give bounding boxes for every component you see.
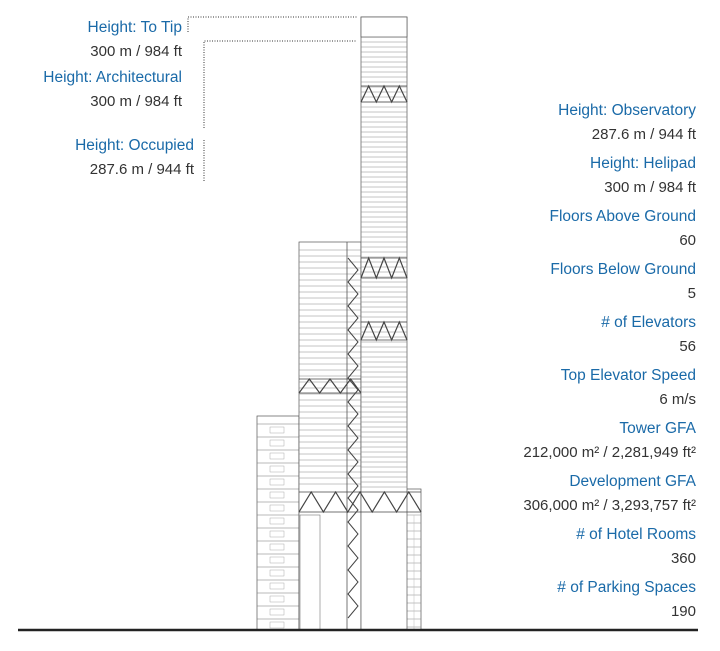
stat-label: Tower GFA <box>619 420 696 437</box>
stat-label: Floors Above Ground <box>549 208 696 225</box>
stat-label: Height: Helipad <box>590 155 696 172</box>
stat-value: 287.6 m / 944 ft <box>591 126 696 143</box>
guide-architectural <box>204 41 357 128</box>
building <box>257 17 421 630</box>
stat-label: # of Elevators <box>601 314 696 331</box>
stat-label: Top Elevator Speed <box>560 367 696 384</box>
stat-label: # of Hotel Rooms <box>576 526 696 543</box>
stat-label: Floors Below Ground <box>550 261 696 278</box>
stat-value: 212,000 m² / 2,281,949 ft² <box>523 444 696 461</box>
stat-value: 300 m / 984 ft <box>604 179 696 196</box>
stat-value: 190 <box>670 603 696 620</box>
low-left-block <box>257 416 299 630</box>
stat-label: Development GFA <box>569 473 696 490</box>
height-architectural-value: 300 m / 984 ft <box>90 93 182 110</box>
guide-to-tip <box>188 17 357 32</box>
stat-value: 306,000 m² / 3,293,757 ft² <box>523 497 696 514</box>
height-to-tip-label: Height: To Tip <box>87 19 182 36</box>
height-occupied-label: Height: Occupied <box>75 137 194 154</box>
stat-value: 5 <box>687 285 696 302</box>
height-guide-lines <box>188 17 357 182</box>
height-to-tip-value: 300 m / 984 ft <box>90 43 182 60</box>
stat-value: 6 m/s <box>659 391 696 408</box>
stat-label: Height: Observatory <box>558 102 696 119</box>
stat-value: 60 <box>679 232 696 249</box>
main-tower-crown <box>361 17 407 37</box>
stat-value: 56 <box>679 338 696 355</box>
height-architectural-label: Height: Architectural <box>43 69 182 86</box>
height-occupied-value: 287.6 m / 944 ft <box>89 161 194 178</box>
stat-label: # of Parking Spaces <box>557 579 696 596</box>
stat-value: 360 <box>670 550 696 567</box>
